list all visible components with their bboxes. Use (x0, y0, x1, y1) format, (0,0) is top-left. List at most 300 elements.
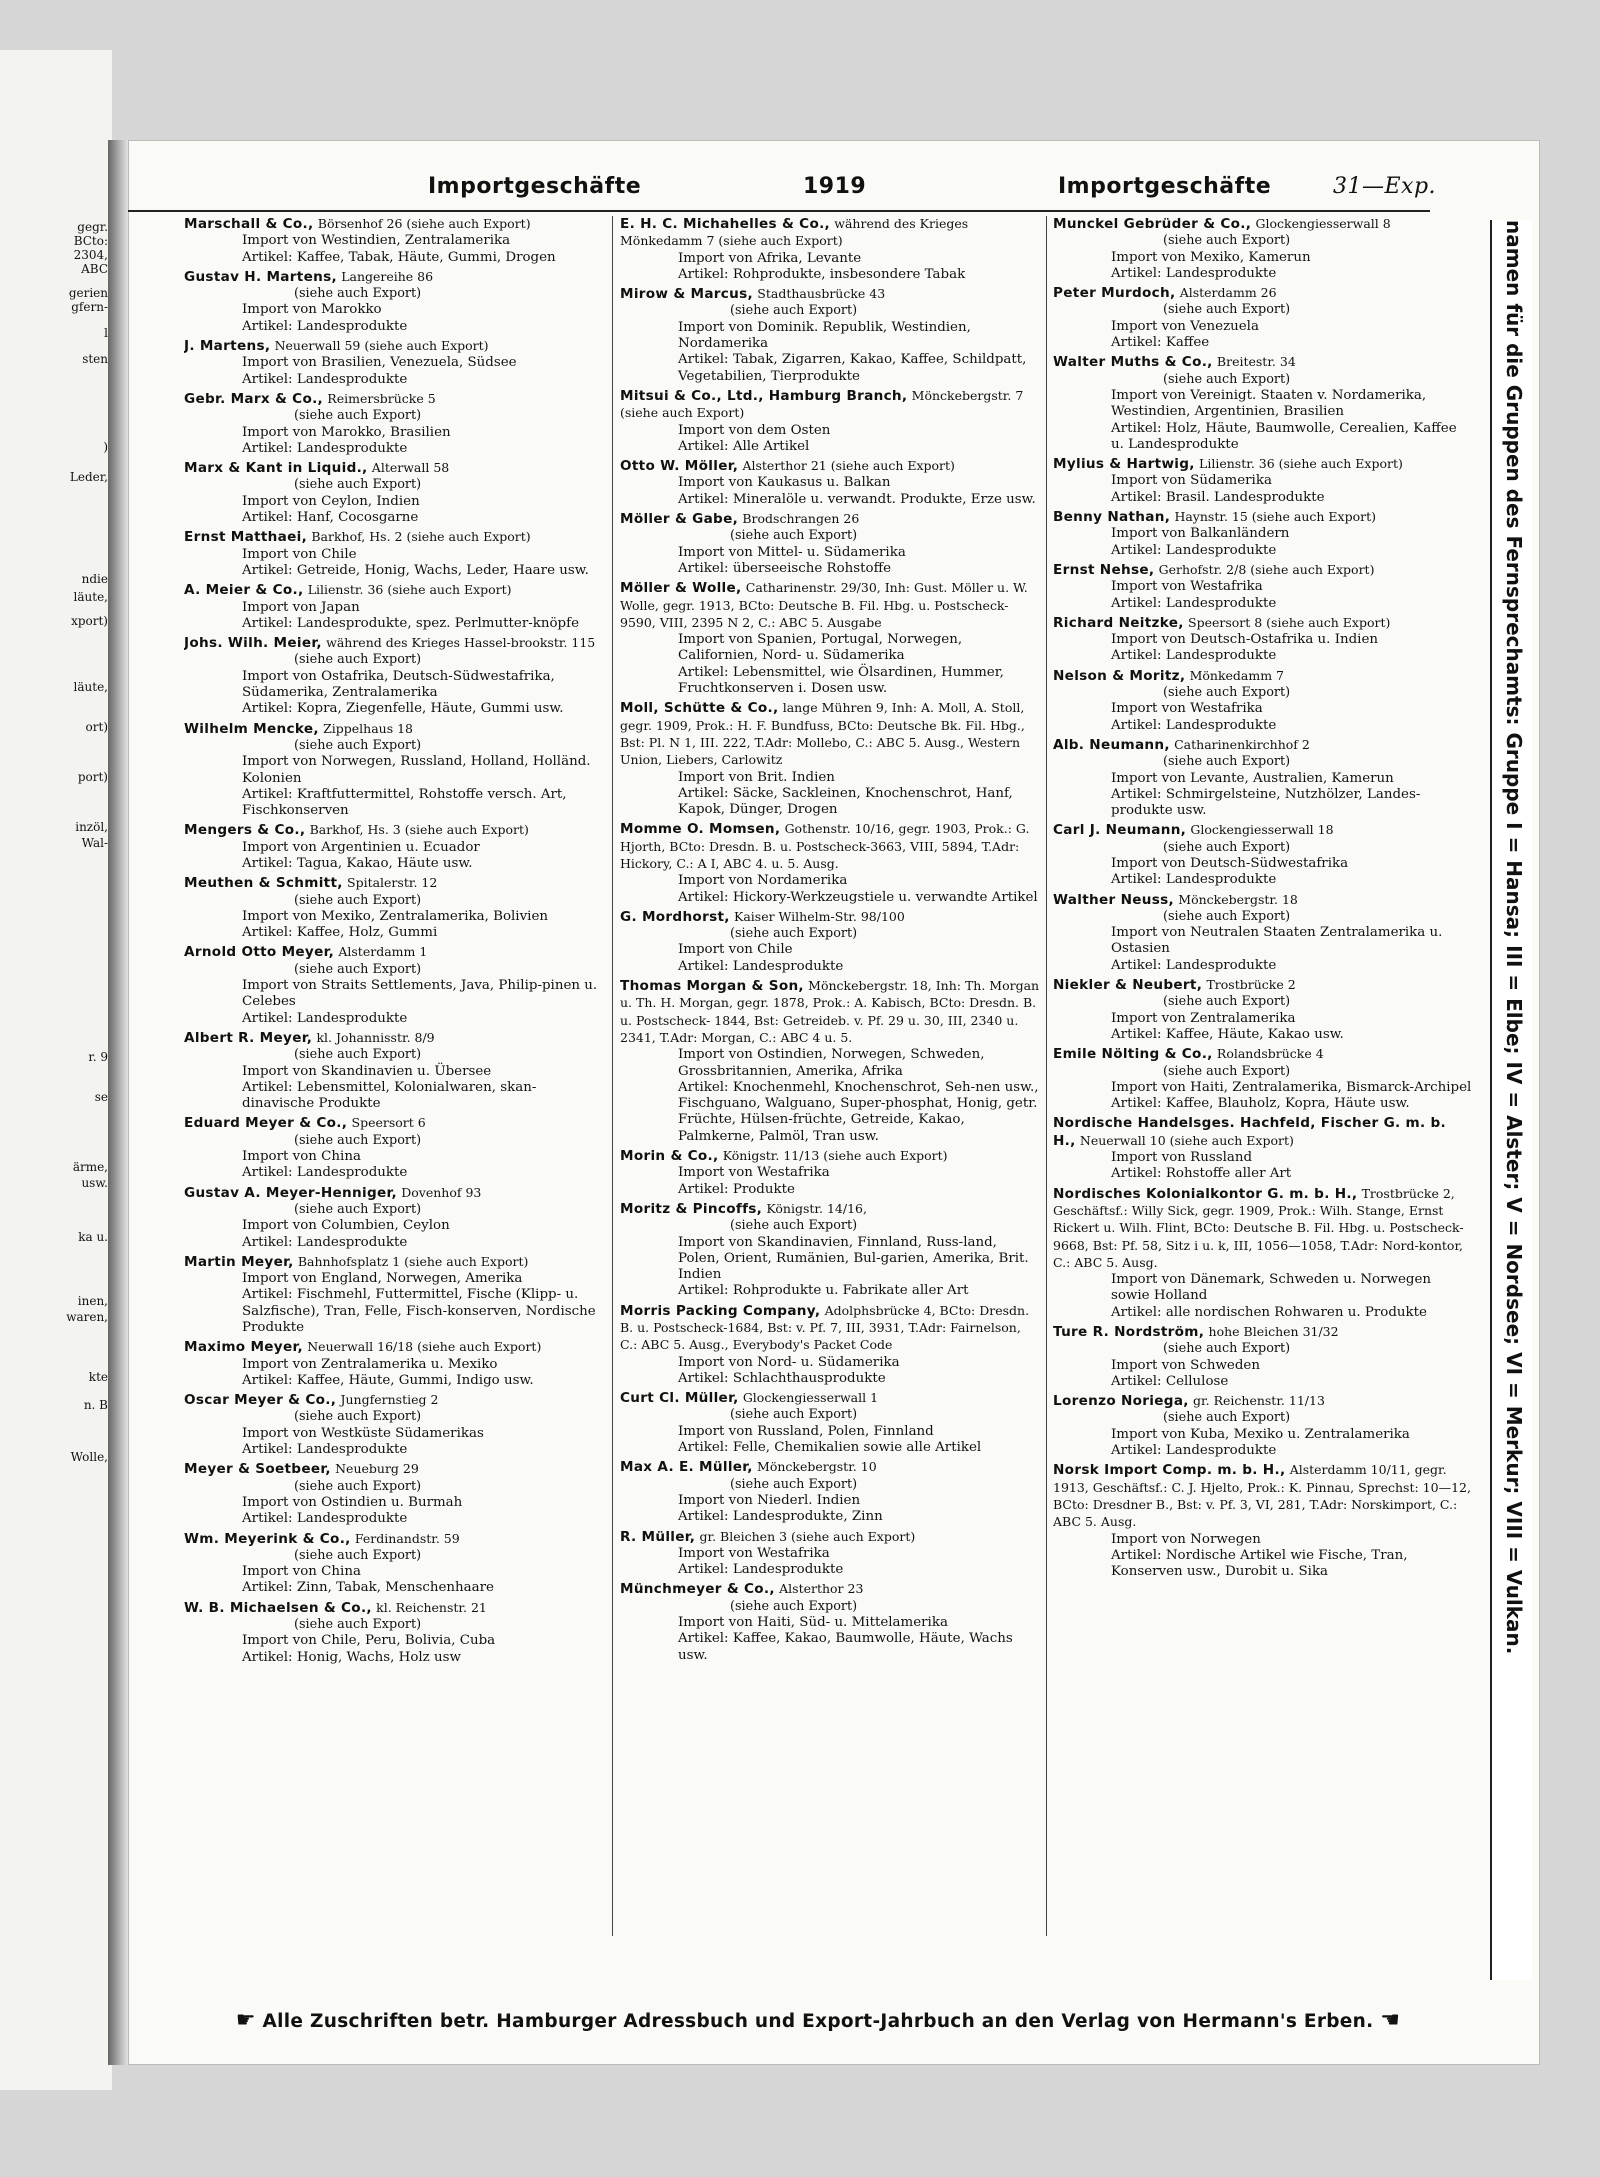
directory-entry (184, 1030, 606, 1112)
import-line: Import von Ostindien, Norwegen, Schweden, Grossbritannien, Amerika, Afrika (678, 1047, 985, 1079)
company-address: Alsterdamm 1 (338, 944, 428, 960)
import-line: Import von Norwegen, Russland, Holland, Holländ. Kolonien (242, 754, 591, 786)
edge-fragment: r. 9 (88, 1050, 108, 1064)
company-address: Catharinenstr. 29/30, Inh: Gust. Möller u. W. Wolle, gegr. 1913, BCto: Deutsche B. Fil. Hbg. u. Postscheck- 9590, VIII, 2395 N 2, C.: ABC 5. Ausgabe (620, 580, 1028, 630)
entry-header (620, 978, 1042, 1047)
company-address: Glockengiesserwall 8 (1255, 216, 1391, 231)
company-name: A. Meier & Co., (184, 582, 304, 599)
artikel-line: Artikel: Kraftfuttermittel, Rohstoffe versch. Art, Fischkonserven (242, 786, 567, 819)
entry-header (620, 700, 1042, 769)
import-line: Import von Russland, Polen, Finnland (678, 1423, 934, 1439)
entry-header (620, 286, 1042, 303)
company-address: Reimersbrücke 5 (327, 390, 436, 406)
directory-entry (1053, 892, 1473, 974)
edge-fragment: ABC (81, 262, 108, 276)
import-line: Import von Deutsch-Ostafrika u. Indien (1111, 632, 1379, 648)
artikel-line: Artikel: Landesprodukte (242, 1165, 408, 1181)
directory-entry (620, 700, 1042, 818)
import-line: Import von England, Norwegen, Amerika (242, 1271, 523, 1287)
company-address: Mönkedamm 7 (1189, 667, 1284, 683)
company-address: Dovenhof 93 (401, 1184, 482, 1200)
directory-entry (620, 1529, 1042, 1579)
company-name: Arnold Otto Meyer, (184, 944, 335, 961)
entry-header (1053, 1115, 1473, 1150)
directory-entry (184, 721, 606, 820)
import-line: Import von Straits Settlements, Java, Philip-pinen u. Celebes (242, 978, 598, 1010)
vertical-sidebar (1490, 220, 1532, 1980)
company-address: kl. Reichenstr. 21 (376, 1599, 487, 1615)
company-address: Mönckebergstr. 7 (siehe auch Export) (620, 387, 1024, 421)
company-name: Mitsui & Co., Ltd., Hamburg Branch, (620, 387, 908, 404)
company-address: lange Mühren 9, Inh: A. Moll, A. Stoll, gegr. 1909, Prok.: H. F. Bundfuss, BCto: Deutsche Bk. Fil. Hbg., Bst: Pl. N 1, III. 222, T.Adr: Mollebo, C.: ABC 5. Ausg., Western Union, Liebers, Carlowitz (620, 700, 1025, 768)
company-address: Lilienstr. 36 (siehe auch Export) (307, 582, 512, 598)
edge-fragment: n. B (83, 1398, 108, 1412)
edge-fragment: inzöl, (75, 820, 108, 834)
company-name: Morin & Co., (620, 1148, 719, 1165)
company-name: Norsk Import Comp. m. b. H., (1053, 1462, 1286, 1479)
company-address: Alsterthor 23 (779, 1581, 864, 1597)
artikel-line: Artikel: Landesprodukte (242, 1511, 408, 1527)
company-name: Mengers & Co., (184, 822, 306, 839)
entry-header (620, 821, 1042, 873)
company-address: Trostbrücke 2 (1206, 977, 1296, 993)
edge-fragment: Wal- (81, 836, 108, 850)
header-right-title: Importgeschäfte (1058, 174, 1272, 199)
artikel-line: Artikel: Landesprodukte (1111, 717, 1277, 733)
directory-entry (184, 1461, 606, 1527)
note-line: (siehe auch Export) (730, 1476, 858, 1492)
edge-fragment: gerien (68, 286, 108, 300)
artikel-line: Artikel: Tabak, Zigarren, Kakao, Kaffee, Schildpatt, Vegetabilien, Tierprodukte (678, 352, 1027, 384)
directory-entry (620, 286, 1042, 385)
company-name: Eduard Meyer & Co., (184, 1115, 348, 1132)
artikel-line: Artikel: Rohprodukte u. Fabrikate aller Art (678, 1283, 969, 1299)
company-name: Meyer & Soetbeer, (184, 1461, 331, 1478)
entry-header (1053, 354, 1473, 371)
company-name: Walter Muths & Co., (1053, 354, 1213, 371)
company-name: Mylius & Hartwig, (1053, 456, 1195, 473)
artikel-line: Artikel: Landesprodukte (242, 1234, 408, 1250)
company-name: Gebr. Marx & Co., (184, 390, 324, 407)
company-address: Zippelhaus 18 (323, 720, 414, 736)
company-name: Morris Packing Company, (620, 1302, 821, 1319)
company-name: Albert R. Meyer, (184, 1029, 313, 1046)
artikel-line: Artikel: Nordische Artikel wie Fische, Tran, Konserven usw., Durobit u. Sika (1111, 1547, 1408, 1580)
directory-entry (184, 875, 606, 941)
import-line: Import von Haiti, Zentralamerika, Bismarck-Archipel (1111, 1079, 1472, 1095)
column-3 (1053, 216, 1473, 1931)
company-name: Niekler & Neubert, (1053, 977, 1203, 994)
import-line: Import von Balkanländern (1111, 526, 1290, 542)
artikel-line: Artikel: Landesprodukte (242, 1442, 408, 1458)
company-address: Barkhof, Hs. 3 (siehe auch Export) (309, 822, 529, 838)
company-address: Neuerwall 59 (siehe auch Export) (274, 338, 489, 354)
artikel-line: Artikel: Landesprodukte (242, 371, 408, 387)
company-address: Neuerwall 10 (siehe auch Export) (1079, 1132, 1294, 1148)
company-address: Jungfernstieg 2 (340, 1392, 439, 1408)
artikel-line: Artikel: Landesprodukte, Zinn (678, 1509, 883, 1525)
edge-fragment: se (94, 1090, 108, 1104)
entry-header (1053, 562, 1473, 579)
company-address: hohe Bleichen 31/32 (1208, 1324, 1339, 1339)
entry-header (620, 1390, 1042, 1407)
entry-header (1053, 737, 1473, 754)
import-line: Import von Brit. Indien (678, 769, 835, 785)
note-line: (siehe auch Export) (1163, 233, 1291, 249)
note-line: (siehe auch Export) (1163, 302, 1291, 318)
import-line: Import von Westafrika (678, 1545, 830, 1561)
directory-entry (1053, 668, 1473, 734)
entry-header (184, 1115, 606, 1132)
import-line: Import von Westafrika (678, 1165, 830, 1181)
company-name: Munckel Gebrüder & Co., (1053, 216, 1252, 232)
company-name: Münchmeyer & Co., (620, 1581, 775, 1598)
directory-entry (1053, 456, 1473, 506)
company-address: gr. Reichenstr. 11/13 (1193, 1393, 1325, 1409)
entry-header (184, 216, 606, 233)
company-address: Stadthausbrücke 43 (757, 286, 886, 302)
entry-header (184, 721, 606, 738)
directory-entry (184, 1254, 606, 1336)
edge-fragment: Leder, (69, 470, 108, 484)
company-name: Lorenzo Noriega, (1053, 1393, 1189, 1410)
directory-entry (184, 1185, 606, 1251)
import-line: Import von Brasilien, Venezuela, Südsee (242, 355, 517, 371)
company-address: Börsenhof 26 (siehe auch Export) (317, 216, 531, 231)
directory-entry (620, 1581, 1042, 1663)
directory-entry (620, 1201, 1042, 1300)
company-name: Marx & Kant in Liquid., (184, 460, 368, 477)
directory-entry (1053, 1462, 1473, 1580)
directory-entry (184, 1531, 606, 1597)
entry-header (184, 1185, 606, 1202)
company-name: Thomas Morgan & Son, (620, 978, 804, 995)
artikel-line: Artikel: Kaffee, Blauholz, Kopra, Häute usw. (1111, 1096, 1410, 1112)
company-address: Speersort 6 (351, 1115, 426, 1131)
company-name: Nordische Handelsges. Hachfeld, Fischer G. m. b. H., (1053, 1115, 1446, 1149)
company-address: Glockengiesserwall 18 (1190, 822, 1334, 838)
artikel-line: Artikel: Landesprodukte (678, 1562, 844, 1578)
directory-entry (1053, 1046, 1473, 1112)
note-line: (siehe auch Export) (294, 1047, 422, 1063)
import-line: Import von Vereinigt. Staaten v. Nordamerika, Westindien, Argentinien, Brasilien (1111, 387, 1427, 420)
directory-entry (184, 1115, 606, 1181)
company-address: Alsterthor 21 (siehe auch Export) (742, 458, 955, 474)
header-left-title: Importgeschäfte (428, 174, 642, 199)
directory-entry (620, 216, 1042, 283)
directory-entry (620, 1459, 1042, 1525)
directory-entry (1053, 737, 1473, 819)
entry-header (184, 1392, 606, 1409)
directory-entry (1053, 615, 1473, 665)
import-line: Import von Zentralamerika (1111, 1010, 1296, 1026)
company-address: Gerhofstr. 2/8 (siehe auch Export) (1158, 561, 1375, 577)
note-line: (siehe auch Export) (294, 652, 422, 668)
entry-header (184, 269, 606, 286)
directory-page (128, 140, 1540, 2065)
import-line: Import von Westafrika (1111, 579, 1263, 595)
directory-entry (620, 580, 1042, 697)
directory-entry (620, 388, 1042, 455)
import-line: Import von Venezuela (1111, 318, 1259, 334)
company-name: Benny Nathan, (1053, 509, 1171, 526)
entry-header (620, 1148, 1042, 1165)
entry-header (184, 529, 606, 546)
sidebar-text: namen für die Gruppen des Fernsprechamts: Gruppe I = Hansa; III = Elbe; IV = Alster; V = Nordsee; VI = Merkur; VIII = Vulkan. (1502, 220, 1526, 1655)
import-line: Import von Japan (242, 599, 360, 615)
import-line: Import von Mexiko, Kamerun (1111, 249, 1311, 265)
import-line: Import von Marokko, Brasilien (242, 424, 451, 440)
page-number: 31—Exp. (1333, 174, 1437, 199)
edge-fragment: sten (82, 352, 108, 366)
company-address: Glockengiesserwall 1 (742, 1390, 879, 1406)
company-name: Moritz & Pincoffs, (620, 1200, 763, 1217)
entry-header (184, 944, 606, 961)
company-name: Marschall & Co., (184, 216, 314, 232)
company-name: Richard Neitzke, (1053, 614, 1184, 631)
import-line: Import von Dominik. Republik, Westindien, Nordamerika (678, 319, 971, 352)
import-line: Import von Spanien, Portugal, Norwegen, Californien, Nord- u. Südamerika (678, 632, 963, 664)
import-line: Import von Marokko (242, 302, 382, 318)
company-address: gr. Bleichen 3 (siehe auch Export) (699, 1528, 916, 1544)
artikel-line: Artikel: Kopra, Ziegenfelle, Häute, Gummi usw. (242, 701, 564, 717)
directory-entry (184, 822, 606, 872)
artikel-line: Artikel: Landesprodukte (242, 440, 408, 456)
company-name: R. Müller, (620, 1528, 696, 1545)
directory-entry (184, 338, 606, 388)
entry-header (620, 511, 1042, 528)
company-name: Curt Cl. Müller, (620, 1390, 739, 1407)
artikel-line: Artikel: Kaffee, Kakao, Baumwolle, Häute, Wachs usw. (678, 1631, 1013, 1663)
edge-fragment: ndie (81, 572, 108, 586)
company-address: Mönckebergstr. 10 (757, 1459, 877, 1475)
import-line: Import von Zentralamerika u. Mexiko (242, 1356, 498, 1372)
company-address: Speersort 8 (siehe auch Export) (1188, 614, 1391, 630)
company-name: Otto W. Möller, (620, 458, 739, 475)
company-address: Langereihe 86 (341, 268, 434, 284)
directory-entry (184, 1392, 606, 1458)
company-address: Gothenstr. 10/16, gegr. 1903, Prok.: G. Hjorth, BCto: Dresdn. B. u. Postscheck-3663, VIII, 5894, T.Adr: Hickory, C.: A I, ABC 4. u. 5. Ausg. (620, 821, 1030, 871)
company-name: Möller & Gabe, (620, 511, 739, 528)
edge-fragment: 2304, (73, 248, 108, 262)
directory-entry (1053, 822, 1473, 888)
artikel-line: Artikel: Säcke, Sackleinen, Knochenschrot, Hanf, Kapok, Dünger, Drogen (678, 785, 1013, 818)
company-address: während des Krieges Hassel-brookstr. 115 (326, 635, 596, 651)
directory-entry (620, 909, 1042, 975)
directory-entry (1053, 354, 1473, 453)
entry-header (620, 580, 1042, 632)
company-address: Rolandsbrücke 4 (1216, 1046, 1324, 1062)
company-name: Carl J. Neumann, (1053, 822, 1187, 839)
import-line: Import von Kuba, Mexiko u. Zentralamerika (1111, 1426, 1410, 1442)
import-line: Import von Levante, Australien, Kamerun (1111, 770, 1394, 786)
directory-entry (620, 1148, 1042, 1198)
company-name: G. Mordhorst, (620, 908, 730, 925)
edge-fragment: ort) (85, 720, 108, 734)
directory-entry (184, 1600, 606, 1666)
note-line: (siehe auch Export) (294, 961, 422, 977)
entry-header (1053, 822, 1473, 839)
company-name: Alb. Neumann, (1053, 736, 1170, 753)
company-address: kl. Johannisstr. 8/9 (316, 1029, 435, 1045)
import-line: Import von Chile (242, 546, 357, 562)
entry-header (1053, 1186, 1473, 1272)
note-line: (siehe auch Export) (730, 528, 858, 544)
company-address: Spitalerstr. 12 (347, 875, 438, 891)
company-address: Neueburg 29 (335, 1461, 419, 1477)
artikel-line: Artikel: Kaffee, Holz, Gummi (242, 925, 438, 941)
artikel-line: Artikel: Landesprodukte (1111, 1443, 1277, 1459)
entry-header (620, 909, 1042, 926)
import-line: Import von Argentinien u. Ecuador (242, 839, 480, 855)
entry-header (184, 1600, 606, 1617)
artikel-line: Artikel: Lebensmittel, Kolonialwaren, skan-dinavische Produkte (242, 1079, 537, 1112)
company-name: Momme O. Momsen, (620, 821, 781, 838)
note-line: (siehe auch Export) (1163, 1063, 1291, 1079)
directory-entry (184, 635, 606, 717)
note-line: (siehe auch Export) (1163, 371, 1291, 387)
entry-header (184, 1030, 606, 1047)
import-line: Import von Ostafrika, Deutsch-Südwestafrika, Südamerika, Zentralamerika (242, 668, 555, 701)
import-line: Import von Westafrika (1111, 701, 1263, 717)
company-name: Walther Neuss, (1053, 891, 1174, 908)
directory-entry (1053, 509, 1473, 559)
column-divider (612, 216, 613, 1936)
import-line: Import von Nord- u. Südamerika (678, 1354, 900, 1370)
entry-header (184, 582, 606, 599)
artikel-line: Artikel: überseeische Rohstoffe (678, 560, 892, 576)
entry-header (620, 216, 1042, 251)
company-address: Haynstr. 15 (siehe auch Export) (1174, 509, 1376, 525)
pointing-hand-icon: ☚ (1380, 2008, 1401, 2033)
entry-header (1053, 1393, 1473, 1410)
entry-header (184, 1531, 606, 1548)
entry-header (620, 388, 1042, 423)
company-name: Oscar Meyer & Co., (184, 1392, 337, 1409)
company-address: Lilienstr. 36 (siehe auch Export) (1199, 456, 1403, 472)
entry-header (1053, 1462, 1473, 1531)
edge-fragment: ) (103, 440, 108, 454)
note-line: (siehe auch Export) (730, 926, 858, 942)
edge-fragment: gegr. (77, 220, 108, 234)
artikel-line: Artikel: Landesprodukte (1111, 542, 1277, 558)
entry-header (184, 1339, 606, 1356)
note-line: (siehe auch Export) (730, 1598, 858, 1614)
import-line: Import von Ceylon, Indien (242, 493, 420, 509)
note-line: (siehe auch Export) (294, 408, 422, 424)
edge-fragment: ka u. (78, 1230, 108, 1244)
directory-entry (1053, 285, 1473, 351)
artikel-line: Artikel: Knochenmehl, Knochenschrot, Seh-nen usw., Fischguano, Walguano, Super-phosphat, Honig, getr. Früchte, Hülsen-früchte, Getreide, Kakao, Palmkerne, Palmöl, Tran usw. (678, 1079, 1039, 1144)
directory-entry (620, 458, 1042, 508)
entry-header (1053, 668, 1473, 685)
note-line: (siehe auch Export) (1163, 1341, 1291, 1357)
company-name: Martin Meyer, (184, 1253, 294, 1270)
company-name: Ture R. Nordström, (1053, 1324, 1205, 1340)
import-line: Import von Mexiko, Zentralamerika, Bolivien (242, 908, 548, 924)
artikel-line: Artikel: Getreide, Honig, Wachs, Leder, Haare usw. (242, 562, 589, 578)
artikel-line: Artikel: Kaffee, Häute, Kakao usw. (1111, 1026, 1344, 1042)
artikel-line: Artikel: Kaffee, Häute, Gummi, Indigo usw. (242, 1372, 534, 1388)
company-address: Alterwall 58 (371, 460, 450, 476)
import-line: Import von Westindien, Zentralamerika (242, 233, 511, 249)
company-name: Gustav H. Martens, (184, 268, 337, 285)
entry-header (620, 1581, 1042, 1598)
company-name: Nordisches Kolonialkontor G. m. b. H., (1053, 1185, 1358, 1202)
artikel-line: Artikel: alle nordischen Rohwaren u. Produkte (1111, 1304, 1427, 1320)
company-name: Möller & Wolle, (620, 580, 742, 597)
directory-entry (184, 944, 606, 1026)
import-line: Import von Südamerika (1111, 473, 1272, 489)
directory-entry (620, 821, 1042, 905)
directory-entry (620, 1303, 1042, 1387)
entry-header (1053, 977, 1473, 994)
directory-entry (1053, 1393, 1473, 1459)
edge-fragment: ärme, (72, 1160, 108, 1174)
note-line: (siehe auch Export) (1163, 754, 1291, 770)
import-line: Import von Norwegen (1111, 1531, 1261, 1547)
directory-entry (620, 978, 1042, 1145)
company-address: Bahnhofsplatz 1 (siehe auch Export) (297, 1253, 529, 1269)
pointing-hand-icon: ☛ (235, 2008, 256, 2033)
entry-header (184, 1461, 606, 1478)
entry-header (184, 391, 606, 408)
entry-header (1053, 1324, 1473, 1341)
entry-header (184, 875, 606, 892)
import-line: Import von Skandinavien, Finnland, Russ-land, Polen, Orient, Rumänien, Bul-garien, Amerika, Brit. Indien (678, 1234, 1029, 1283)
column-2 (620, 216, 1042, 1931)
note-line: (siehe auch Export) (294, 1409, 422, 1425)
company-name: Wilhelm Mencke, (184, 720, 319, 737)
entry-header (184, 338, 606, 355)
entry-header (620, 458, 1042, 475)
note-line: (siehe auch Export) (294, 286, 422, 302)
directory-entry (1053, 216, 1473, 282)
company-name: E. H. C. Michahelles & Co., (620, 216, 831, 232)
import-line: Import von Dänemark, Schweden u. Norwegen sowie Holland (1111, 1272, 1432, 1304)
artikel-line: Artikel: Schmirgelsteine, Nutzhölzer, Landes-produkte usw. (1111, 786, 1421, 819)
artikel-line: Artikel: Cellulose (1111, 1373, 1229, 1389)
company-name: Johs. Wilh. Meier, (184, 635, 322, 652)
page-gutter (108, 140, 130, 2065)
edge-fragment: l (104, 326, 108, 340)
header-year: 1919 (803, 174, 867, 199)
import-line: Import von Niederl. Indien (678, 1492, 861, 1508)
import-line: Import von Skandinavien u. Übersee (242, 1063, 492, 1079)
directory-entry (184, 1339, 606, 1389)
artikel-line: Artikel: Rohprodukte, insbesondere Tabak (678, 266, 966, 282)
note-line: (siehe auch Export) (1163, 685, 1291, 701)
directory-entry (1053, 977, 1473, 1043)
note-line: (siehe auch Export) (294, 892, 422, 908)
directory-entry (184, 529, 606, 579)
artikel-line: Artikel: Landesprodukte, spez. Perlmutter-knöpfe (242, 615, 579, 631)
import-line: Import von Schweden (1111, 1357, 1260, 1373)
entry-header (1053, 509, 1473, 526)
company-name: Ernst Nehse, (1053, 561, 1155, 578)
company-address: Alsterdamm 26 (1179, 285, 1277, 301)
entry-header (620, 1201, 1042, 1218)
edge-fragment: gfern- (71, 300, 108, 314)
company-address: Brodschrangen 26 (742, 511, 860, 527)
company-address: Königstr. 14/16, (766, 1200, 867, 1216)
note-line: (siehe auch Export) (1163, 839, 1291, 855)
column-1 (184, 216, 606, 1931)
import-line: Import von Afrika, Levante (678, 250, 862, 266)
company-name: Emile Nölting & Co., (1053, 1046, 1213, 1063)
artikel-line: Artikel: Hanf, Cocosgarne (242, 510, 419, 526)
directory-entry (1053, 1186, 1473, 1321)
